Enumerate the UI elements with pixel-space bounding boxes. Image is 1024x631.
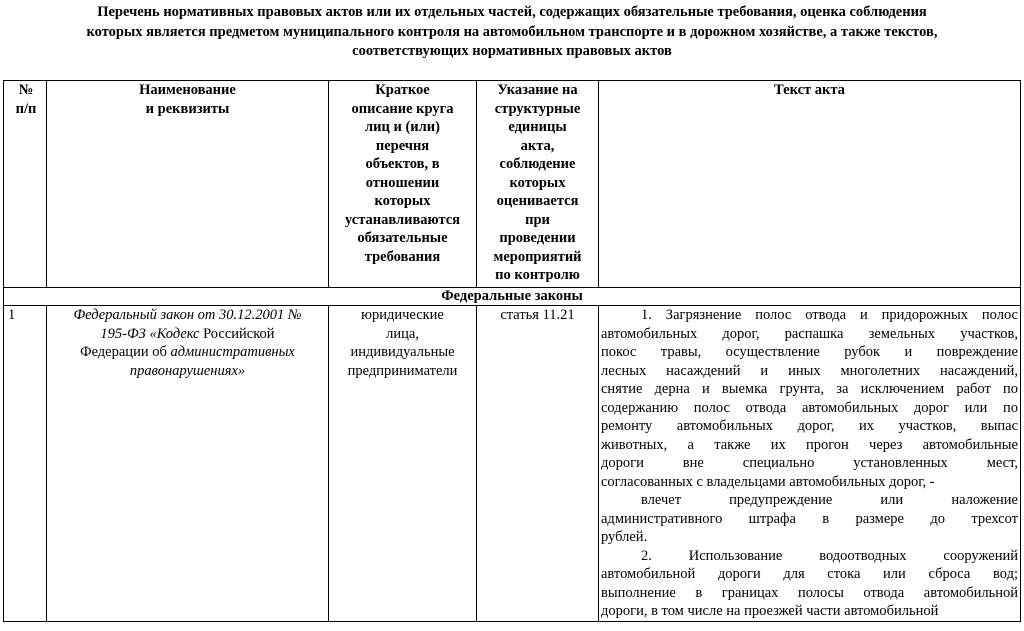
act-name-run: Кодекс <box>156 325 200 342</box>
header-subjects: Краткое описание круга лиц и (или) перечня объектов, в отношении которых устанавливаются обязательные требования <box>329 81 477 288</box>
act-text-line: согласованных с владельцами автомобильных дорог, - <box>601 473 935 490</box>
act-text-line: снятие дерна и выемка грунта, за исключением работ по <box>601 381 1018 397</box>
act-name-run: Федерации об <box>80 344 171 360</box>
act-text-line: содержанию полос отвода автомобильных дорог или по <box>601 399 1018 416</box>
act-text-line: влечет предупреждение или наложение <box>641 492 1018 508</box>
header-name: Наименование и реквизиты <box>47 81 329 288</box>
act-unit: статья 11.21 <box>477 306 599 622</box>
act-text-line: административного штрафа в размере до трехсот <box>601 510 1018 527</box>
act-subjects: юридические лица, индивидуальные предприниматели <box>329 306 477 622</box>
header-num: № п/п <box>4 81 47 288</box>
act-text-line: покос травы, осуществление рубок и повреждение <box>601 344 1018 360</box>
act-name-line <box>49 362 326 381</box>
act-text-line: дороги, в том числе на проезжей части автомобильной <box>601 603 939 619</box>
act-name-run: административных <box>170 344 295 360</box>
act-name-line <box>49 325 326 344</box>
act-text-line: рублей. <box>601 529 648 545</box>
act-name-run: 195-ФЗ « <box>100 325 157 342</box>
act-text-line: лесных насаждений и иных многолетних насаждений, <box>601 362 1018 379</box>
act-name-run: Российской <box>199 325 275 342</box>
act-text-line: 2. Использование водоотводных сооружений <box>641 547 1018 564</box>
act-name-line <box>49 306 326 325</box>
act-name-line <box>49 343 326 362</box>
act-name <box>47 306 329 622</box>
title-line: Перечень нормативных правовых актов или их отдельных частей, содержащих обязательные требования, оценка соблюдения <box>97 4 927 20</box>
document-title <box>0 3 1024 62</box>
act-name-run: Федеральный закон от 30.12.2001 № <box>73 307 302 323</box>
section-row <box>4 288 1021 306</box>
act-text-line: 1. Загрязнение полос отвода и придорожных полос <box>641 307 1018 323</box>
act-text-line: выполнение в границах полосы отвода автомобильной <box>601 584 1018 601</box>
header-row <box>4 81 1021 288</box>
title-line: которых является предметом муниципального контроля на автомобильном транспорте и в дорожном хозяйстве, а также текстов, <box>86 23 938 40</box>
act-name-run: правонарушениях» <box>129 362 246 379</box>
act-text <box>599 306 1021 622</box>
acts-table <box>3 80 1021 622</box>
act-text-line: дороги вне специально установленных мест, <box>601 455 1018 471</box>
section-title: Федеральные законы <box>4 288 1021 306</box>
act-text-line: автомобильной дороги для стока или сброса вод; <box>601 566 1018 582</box>
row-number: 1 <box>4 306 47 622</box>
header-text: Текст акта <box>599 81 1021 288</box>
table-row <box>4 306 1021 622</box>
act-text-line: ремонту автомобильных дорог, их участков, выпас <box>601 418 1018 434</box>
act-text-line: животных, а также их прогон через автомобильные <box>601 436 1018 453</box>
title-line: соответствующих нормативных правовых актов <box>352 43 672 59</box>
header-units: Указание на структурные единицы акта, соблюдение которых оценивается при проведении мероприятий по контролю <box>477 81 599 288</box>
act-text-line: автомобильных дорог, распашка земельных участков, <box>601 325 1018 342</box>
